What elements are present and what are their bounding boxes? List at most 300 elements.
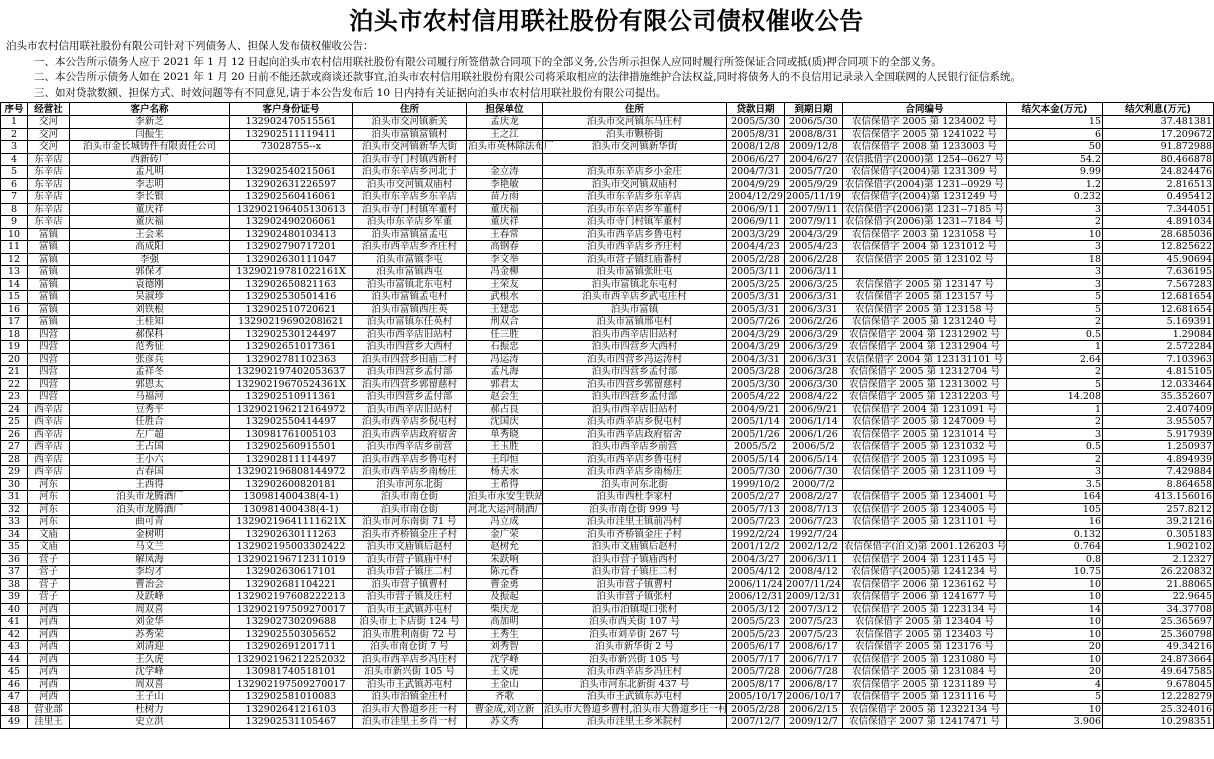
cell-interest-owed: 25.324016 (1103, 703, 1214, 716)
cell-guarantor: 沈国庆 (467, 416, 543, 429)
cell-guarantor-address: 泊头市营子镇张村 (543, 591, 727, 604)
cell-customer-id: 132902790717201 (230, 241, 353, 254)
cell-interest-owed: 34.37708 (1103, 603, 1214, 616)
cell-row-index: 13 (1, 266, 28, 279)
cell-customer-name: 李志明 (70, 178, 230, 191)
cell-customer-name: 王小六 (70, 453, 230, 466)
cell-due-date: 2009/12/31 (786, 591, 841, 603)
cell-customer-name: 任胜合 (70, 416, 230, 429)
cell-contract-number: 农信保借字 2004 第 123131101 号 (843, 353, 1007, 366)
cell-interest-owed: 91.872988 (1103, 141, 1214, 154)
cell-contract-number: 农信保借字 2008 第 1233003 号 (843, 141, 1007, 154)
page-title: 泊头市农村信用联社股份有限公司债权催收公告 (349, 7, 864, 35)
cell-customer-name: 刘金华 (70, 616, 230, 629)
cell-customer-id: 132902530124497 (230, 328, 353, 341)
cell-guarantor: 刑双合 (467, 316, 543, 329)
cell-customer-id: 132902196212164972 (230, 403, 353, 416)
col-header: 客户名称 (70, 103, 230, 116)
cell-principal-owed: 0.8 (1007, 553, 1103, 566)
cell-due-date: 2006/2/15 (785, 703, 843, 716)
cell-guarantor: 高钢春 (467, 241, 543, 254)
cell-loan-date: 2005/2/28 (727, 253, 785, 266)
cell-principal-owed: 0.5 (1007, 328, 1103, 341)
cell-customer-address: 泊头市大鲁道乡庄一村 (353, 703, 467, 716)
cell-customer-name: 董庆福 (70, 216, 230, 229)
cell-customer-id: 132902197402053637 (230, 366, 353, 379)
cell-customer-address: 泊头市西辛店乡齐庄村 (353, 241, 467, 254)
cell-contract-number: 农信保借字 2005 第 12312704 号 (843, 366, 1007, 379)
cell-contract-number: 农信保借字 2004 第 1231091 号 (843, 403, 1007, 416)
cell-customer-address: 泊头市齐桥镇金庄子村 (353, 528, 467, 541)
cell-loan-date: 2005/7/28 (727, 666, 785, 679)
cell-row-index: 47 (1, 691, 28, 704)
cell-branch: 交河 (28, 116, 70, 129)
cell-row-index: 14 (1, 278, 28, 291)
cell-guarantor-address: 泊头市东辛店乡小金庄 (543, 166, 727, 179)
cell-due-date: 2008/8/31 (785, 128, 843, 141)
cell-contract-number: 农信保借字 2005 第 123147 号 (843, 278, 1007, 291)
cell-customer-id: 130981400438(4-1) (230, 503, 353, 516)
cell-customer-id: 13290219670524361X (230, 378, 353, 391)
cell-guarantor-address: 泊头市南仓街 999 号 (543, 503, 727, 516)
cell-due-date: 2007/11/24 (786, 578, 841, 590)
cell-loan-date: 2004/9/29 (727, 178, 785, 191)
cell-guarantor-address: 泊头市西辛店乡鲁屯村 (543, 453, 727, 466)
cell-guarantor: 王之江 (467, 128, 543, 141)
cell-row-index: 31 (1, 491, 28, 504)
cell-loan-date: 2005/4/22 (727, 391, 785, 404)
cell-guarantor-address: 泊头市西辛店乡鲁屯村 (543, 228, 727, 241)
cell-customer-id: 132902196808144972 (230, 466, 353, 479)
cell-customer-id: 132902196212252032 (230, 653, 353, 666)
cell-contract-number: 农信保借字 2006 第 1236162 号 (843, 578, 1007, 591)
cell-loan-date: 2005/1/14 (727, 416, 785, 429)
table-row (1, 466, 1214, 479)
table-row (1, 503, 1214, 516)
cell-guarantor: 高加明 (467, 616, 543, 629)
cell-customer-address: 泊头市西辛店政府宿舍 (353, 428, 467, 441)
cell-branch: 富镇 (28, 228, 70, 241)
intro-line-0: 泊头市农村信用联社股份有限公司针对下列债务人、担保人发布债权催收公告： (6, 40, 374, 52)
cell-loan-date: 2001/12/2 (727, 541, 785, 554)
table-row (1, 153, 1214, 166)
cell-contract-number: 农信保借字 2004 第 1231145 号 (843, 553, 1007, 566)
cell-row-index: 4 (1, 153, 28, 166)
table-row (1, 366, 1214, 379)
cell-row-index: 17 (1, 316, 28, 329)
cell-principal-owed: 3.906 (1007, 716, 1103, 729)
cell-guarantor: 王文虎 (467, 666, 543, 679)
cell-principal-owed: 14.208 (1007, 391, 1103, 404)
table-row (1, 341, 1214, 354)
cell-customer-name: 豆秀平 (70, 403, 230, 416)
table-row (1, 591, 1214, 604)
cell-due-date: 2006/3/31 (785, 291, 843, 304)
cell-due-date: 2006/7/23 (785, 516, 843, 529)
cell-customer-id: 132902630111263 (230, 528, 353, 541)
cell-branch: 河西 (28, 691, 70, 704)
cell-loan-date: 2005/8/17 (727, 678, 785, 691)
cell-row-index: 22 (1, 378, 28, 391)
cell-contract-number: 农信保借字 2006 第 1241677 号 (843, 591, 1007, 604)
cell-customer-address: 泊头市营子镇庙中村 (353, 553, 467, 566)
cell-principal-owed: 0.764 (1007, 541, 1103, 554)
cell-customer-name: 马福河 (70, 391, 230, 404)
cell-interest-owed: 413.156016 (1103, 491, 1214, 504)
cell-principal-owed: 0.132 (1007, 528, 1103, 541)
cell-customer-id: 132902510720621 (230, 303, 353, 316)
cell-loan-date: 2004/4/23 (727, 241, 785, 254)
cell-customer-address: 泊头市富镇李屯 (353, 253, 467, 266)
cell-guarantor: 曹金成,刘立新 (467, 703, 543, 716)
cell-interest-owed: 9.678045 (1103, 678, 1214, 691)
cell-interest-owed: 7.636195 (1103, 266, 1214, 279)
cell-due-date: 2007/3/12 (785, 603, 843, 616)
cell-customer-name: 王子山 (70, 691, 230, 704)
table-row (1, 166, 1214, 179)
cell-guarantor-address: 泊头市营子镇庄二村 (543, 566, 727, 579)
cell-customer-id: 132902730209688 (230, 616, 353, 629)
cell-principal-owed: 2.64 (1007, 353, 1103, 366)
cell-row-index: 35 (1, 541, 28, 554)
cell-branch: 东辛店 (28, 191, 70, 204)
cell-branch: 东辛店 (28, 178, 70, 191)
cell-customer-name: 沈学峰 (70, 666, 230, 679)
cell-branch: 西辛店 (28, 441, 70, 454)
cell-customer-id: 132902560416061 (230, 191, 353, 204)
cell-guarantor-address: 泊头市大鲁道乡曹村,泊头市大鲁道乡庄一村 (544, 703, 728, 715)
cell-principal-owed: 1.2 (1007, 178, 1103, 191)
cell-principal-owed: 14 (1007, 603, 1103, 616)
cell-contract-number: 农信保借字 2005 第 123403 号 (843, 628, 1007, 641)
cell-loan-date: 2005/7/17 (727, 653, 785, 666)
table-row (1, 266, 1214, 279)
cell-contract-number: 农信保借字 2005 第 12312203 号 (843, 391, 1007, 404)
cell-guarantor: 郝占良 (467, 403, 543, 416)
cell-due-date: 2006/3/11 (785, 266, 843, 279)
cell-contract-number: 农信抵借字(2000)第 1254--0627 号 (843, 153, 1007, 166)
cell-customer-id: 132902631226597 (230, 178, 353, 191)
table-row (1, 703, 1214, 716)
cell-contract-number: 农信保借字 2005 第 1231109 号 (843, 466, 1007, 479)
cell-guarantor-address: 泊头市西辛店乡南杨庄 (543, 466, 727, 479)
cell-contract-number: 农信保借字(2004)第 1231309 号 (843, 166, 1007, 179)
cell-guarantor: 苏文秀 (467, 716, 543, 729)
table-row (1, 578, 1214, 591)
cell-interest-owed: 49.34216 (1103, 641, 1214, 654)
cell-loan-date: 2005/3/31 (727, 291, 785, 304)
cell-customer-id: 13290219690208l621 (230, 316, 353, 329)
cell-guarantor (467, 153, 543, 166)
cell-customer-address: 泊头市东辛店乡军董 (353, 216, 467, 229)
cell-customer-id: 132902550305652 (230, 628, 353, 641)
table-row (1, 653, 1214, 666)
cell-guarantor-address: 泊头市四营乡郭留慈村 (543, 378, 727, 391)
cell-guarantor: 苗万雨 (467, 191, 543, 204)
cell-principal-owed: 10 (1007, 578, 1103, 591)
cell-customer-id: 132902197509270017 (230, 603, 353, 616)
cell-guarantor-address: 泊头市四营乡孟付部 (543, 391, 727, 404)
cell-customer-address: 泊头市西辛店旧站村 (353, 328, 467, 341)
cell-customer-id: 132902511119411 (230, 128, 353, 141)
cell-loan-date: 1999/10/2 (727, 478, 785, 491)
cell-branch: 东辛店 (28, 203, 70, 216)
cell-branch: 河西 (28, 666, 70, 679)
cell-row-index: 48 (1, 703, 28, 716)
cell-customer-address: 泊头市文庙镇后赵村 (353, 541, 467, 554)
cell-customer-name: 王西得 (70, 478, 230, 491)
cell-principal-owed: 3 (1007, 278, 1103, 291)
cell-guarantor: 赵会生 (467, 391, 543, 404)
table-row (1, 203, 1214, 216)
cell-interest-owed: 5.169391 (1103, 316, 1214, 329)
cell-guarantor: 石振忠 (467, 341, 543, 354)
cell-customer-address: 泊头市四营乡郭留慈村 (353, 378, 467, 391)
cell-due-date: 2004/6/27 (785, 153, 843, 166)
cell-loan-date: 2005/7/26 (727, 316, 785, 329)
col-header: 序号 (1, 103, 28, 116)
cell-principal-owed: 1 (1007, 341, 1103, 354)
cell-loan-date: 2005/5/14 (727, 453, 785, 466)
table-row (1, 253, 1214, 266)
cell-customer-name: 王会来 (70, 228, 230, 241)
cell-loan-date: 2005/3/30 (727, 378, 785, 391)
cell-customer-id (230, 153, 353, 166)
cell-due-date: 2007/5/23 (785, 616, 843, 629)
cell-guarantor-address: 泊头市东辛店乡军董村 (543, 203, 727, 216)
cell-principal-owed: 2 (1007, 453, 1103, 466)
col-header: 结欠本金(万元) (1007, 103, 1103, 116)
cell-guarantor-address: 泊头市西关街 107 号 (543, 616, 727, 629)
cell-customer-id: 132902781102363 (230, 353, 353, 366)
cell-loan-date: 2004/3/29 (727, 341, 785, 354)
col-header: 贷款日期 (727, 103, 785, 116)
cell-loan-date: 2005/3/28 (727, 366, 785, 379)
cell-guarantor-address: 泊头市西辛店乡齐庄村 (543, 241, 727, 254)
table-row (1, 478, 1214, 491)
table-row (1, 216, 1214, 229)
cell-loan-date: 2005/3/12 (727, 603, 785, 616)
cell-branch: 西辛店 (28, 453, 70, 466)
cell-guarantor: 齐歌 (467, 691, 543, 704)
cell-guarantor: 武根水 (467, 291, 543, 304)
cell-guarantor-address: 泊头市四营乡孟付部 (543, 366, 727, 379)
cell-customer-id: 132902530501416 (230, 291, 353, 304)
cell-customer-address: 泊头市四营乡大西村 (353, 341, 467, 354)
cell-contract-number: 农信保借字 2005 第 123102 号 (843, 253, 1007, 266)
cell-loan-date: 2004/9/21 (727, 403, 785, 416)
cell-customer-id: 132902650821163 (230, 278, 353, 291)
cell-customer-address: 泊头市富镇西庄英 (353, 303, 467, 316)
cell-branch: 河西 (28, 641, 70, 654)
cell-contract-number: 农信保借字 2005 第 123158 号 (843, 303, 1007, 316)
cell-loan-date: 2006/9/11 (727, 203, 785, 216)
cell-due-date: 2006/7/30 (785, 466, 843, 479)
cell-interest-owed: 8.864658 (1103, 478, 1214, 491)
cell-customer-name: 李均才 (70, 566, 230, 579)
cell-principal-owed: 164 (1007, 491, 1103, 504)
cell-due-date: 2006/7/17 (785, 653, 843, 666)
intro-line-3: 三、如对贷款数额、担保方式、时效问题等有不同意见,请于本公告发布后 10 日内持有关证据向泊头市农村信用联社股份有限公司提出。 (34, 86, 667, 99)
cell-row-index: 18 (1, 328, 28, 341)
cell-contract-number: 农信保借字 2004 第 1231012 号 (843, 241, 1007, 254)
cell-row-index: 7 (1, 191, 28, 204)
cell-branch: 营子 (28, 578, 70, 591)
cell-due-date: 2008/4/12 (785, 566, 843, 579)
cell-customer-address: 泊头市东辛店乡河北于 (353, 166, 467, 179)
cell-guarantor-address: 泊头市西辛店乡前营 (543, 441, 727, 454)
cell-due-date: 2007/5/23 (785, 628, 843, 641)
cell-interest-owed: 35.352607 (1103, 391, 1214, 404)
cell-guarantor-address: 泊头市四营乡冯运涛村 (543, 353, 727, 366)
cell-principal-owed: 3 (1007, 266, 1103, 279)
cell-interest-owed: 4.815105 (1103, 366, 1214, 379)
table-row (1, 241, 1214, 254)
cell-customer-name: 马文兰 (70, 541, 230, 554)
cell-customer-address: 泊头市洼里王乡肖一村 (353, 716, 467, 729)
cell-principal-owed: 20 (1007, 666, 1103, 679)
cell-principal-owed: 2 (1007, 216, 1103, 229)
cell-guarantor-address: 泊头市寺门村镇军董村 (543, 216, 727, 229)
cell-customer-address: 泊头市西辛店乡冯庄村 (353, 653, 467, 666)
cell-branch: 东辛店 (28, 166, 70, 179)
table-row (1, 228, 1214, 241)
cell-contract-number: 农信保借字(2005)第 1241234 号 (843, 566, 1007, 579)
cell-customer-address: 泊头市交河镇新华大街 (353, 141, 467, 154)
cell-customer-address: 泊头市四营乡孟付部 (353, 391, 467, 404)
cell-row-index: 10 (1, 228, 28, 241)
cell-row-index: 39 (1, 591, 28, 604)
cell-loan-date: 2004/12/29 (728, 191, 783, 203)
cell-interest-owed: 37.481381 (1103, 116, 1214, 129)
cell-contract-number: 农信保借字 2005 第 1231095 号 (843, 453, 1007, 466)
cell-guarantor: 金广荣 (467, 528, 543, 541)
cell-principal-owed: 20 (1007, 641, 1103, 654)
table-row (1, 528, 1214, 541)
cell-contract-number: 农信保借字 2005 第 1231080 号 (843, 653, 1007, 666)
table-row (1, 291, 1214, 304)
table-row (1, 328, 1214, 341)
cell-contract-number: 农信保借字 2005 第 1231101 号 (843, 516, 1007, 529)
cell-principal-owed: 6 (1007, 128, 1103, 141)
cell-interest-owed: 17.209672 (1103, 128, 1214, 141)
cell-customer-id: 132902560915501 (230, 441, 353, 454)
cell-row-index: 30 (1, 478, 28, 491)
cell-loan-date: 2005/5/30 (727, 116, 785, 129)
cell-customer-id: 132902196712311019 (230, 553, 353, 566)
cell-row-index: 21 (1, 366, 28, 379)
cell-interest-owed: 25.365697 (1103, 616, 1214, 629)
cell-customer-id: 132902630111047 (230, 253, 353, 266)
cell-customer-name: 李新芝 (70, 116, 230, 129)
cell-principal-owed: 3 (1007, 428, 1103, 441)
cell-guarantor-address: 泊头市新兴街 105 号 (543, 653, 727, 666)
cell-interest-owed: 3.955057 (1103, 416, 1214, 429)
table-row (1, 666, 1214, 679)
cell-row-index: 12 (1, 253, 28, 266)
cell-due-date: 2006/3/29 (785, 341, 843, 354)
cell-contract-number: 农信保借字(2006)第 1231--7184 号 (843, 216, 1007, 229)
cell-customer-name: 王桂知 (70, 316, 230, 329)
cell-customer-address: 泊头市西辛店乡倪屯村 (353, 416, 467, 429)
cell-due-date: 2006/3/29 (785, 328, 843, 341)
cell-customer-name: 孟祥冬 (70, 366, 230, 379)
table-row (1, 541, 1214, 554)
cell-principal-owed: 5 (1007, 303, 1103, 316)
table-row (1, 391, 1214, 404)
cell-customer-name: 西新砖厂 (70, 153, 230, 166)
cell-contract-number: 农信保借字 2004 第 12312904 号 (843, 341, 1007, 354)
cell-branch: 东辛店 (28, 216, 70, 229)
cell-row-index: 26 (1, 428, 28, 441)
cell-customer-name: 史立洪 (70, 716, 230, 729)
cell-due-date: 2006/9/21 (785, 403, 843, 416)
cell-interest-owed: 10.298351 (1103, 716, 1214, 729)
cell-customer-id: 132902600820181 (230, 478, 353, 491)
cell-loan-date: 2005/8/31 (727, 128, 785, 141)
cell-guarantor: 王希得 (467, 478, 543, 491)
cell-customer-address: 泊头市富镇富镇村 (353, 128, 467, 141)
cell-row-index: 32 (1, 503, 28, 516)
cell-customer-address: 泊头市南仓街 (353, 503, 467, 516)
cell-row-index: 15 (1, 291, 28, 304)
table-row (1, 678, 1214, 691)
cell-guarantor-address: 泊头市富镇北东屯村 (543, 278, 727, 291)
cell-row-index: 28 (1, 453, 28, 466)
cell-customer-address: 泊头市营子镇庄二村 (353, 566, 467, 579)
cell-due-date: 2006/8/17 (785, 678, 843, 691)
cell-guarantor-address: 泊头市西杜李家村 (543, 491, 727, 504)
cell-branch: 河东 (28, 478, 70, 491)
cell-customer-id: 132902651017361 (230, 341, 353, 354)
cell-contract-number: 农信保借字(泊文)第 2001.126203 号 (844, 541, 1007, 553)
cell-guarantor: 杨夫永 (467, 466, 543, 479)
table-row (1, 691, 1214, 704)
cell-customer-id: 132902691201711 (230, 641, 353, 654)
cell-principal-owed: 3 (1007, 241, 1103, 254)
cell-guarantor-address: 泊头市富镇邢屯村 (543, 316, 727, 329)
cell-customer-id: 130981761005103 (230, 428, 353, 441)
cell-customer-address: 泊头市西辛店乡前营 (353, 441, 467, 454)
cell-due-date: 2006/3/11 (785, 553, 843, 566)
cell-contract-number: 农信保借字 2005 第 1223134 号 (843, 603, 1007, 616)
cell-customer-name: 刘铁根 (70, 303, 230, 316)
cell-principal-owed: 18 (1007, 253, 1103, 266)
cell-guarantor-address: 泊头市王武镇东苏屯村 (543, 691, 727, 704)
cell-row-index: 19 (1, 341, 28, 354)
cell-branch: 文庙 (28, 528, 70, 541)
cell-customer-id: 132902510911361 (230, 391, 353, 404)
cell-guarantor-address: 泊头市西辛店政府宿舍 (543, 428, 727, 441)
cell-customer-id: 132902641216103 (230, 703, 353, 716)
cell-contract-number: 农信保借字(2006)第 1231--7185 号 (843, 203, 1007, 216)
cell-guarantor: 沈学峰 (467, 653, 543, 666)
cell-contract-number (843, 528, 1007, 541)
cell-guarantor-address: 泊头市交河镇双庙村 (543, 178, 727, 191)
cell-interest-owed: 28.685036 (1103, 228, 1214, 241)
cell-due-date: 2006/3/31 (785, 303, 843, 316)
cell-principal-owed: 10 (1007, 228, 1103, 241)
cell-loan-date: 2005/4/12 (727, 566, 785, 579)
cell-guarantor: 金立涛 (467, 166, 543, 179)
cell-guarantor: 陈元香 (467, 566, 543, 579)
cell-customer-id: 13290219781022161X (230, 266, 353, 279)
cell-branch: 富镇 (28, 266, 70, 279)
cell-guarantor: 泊头市英林除法布厂 (468, 141, 554, 153)
cell-due-date: 2006/3/31 (785, 353, 843, 366)
cell-guarantor: 孟庆龙 (467, 116, 543, 129)
table-row (1, 553, 1214, 566)
